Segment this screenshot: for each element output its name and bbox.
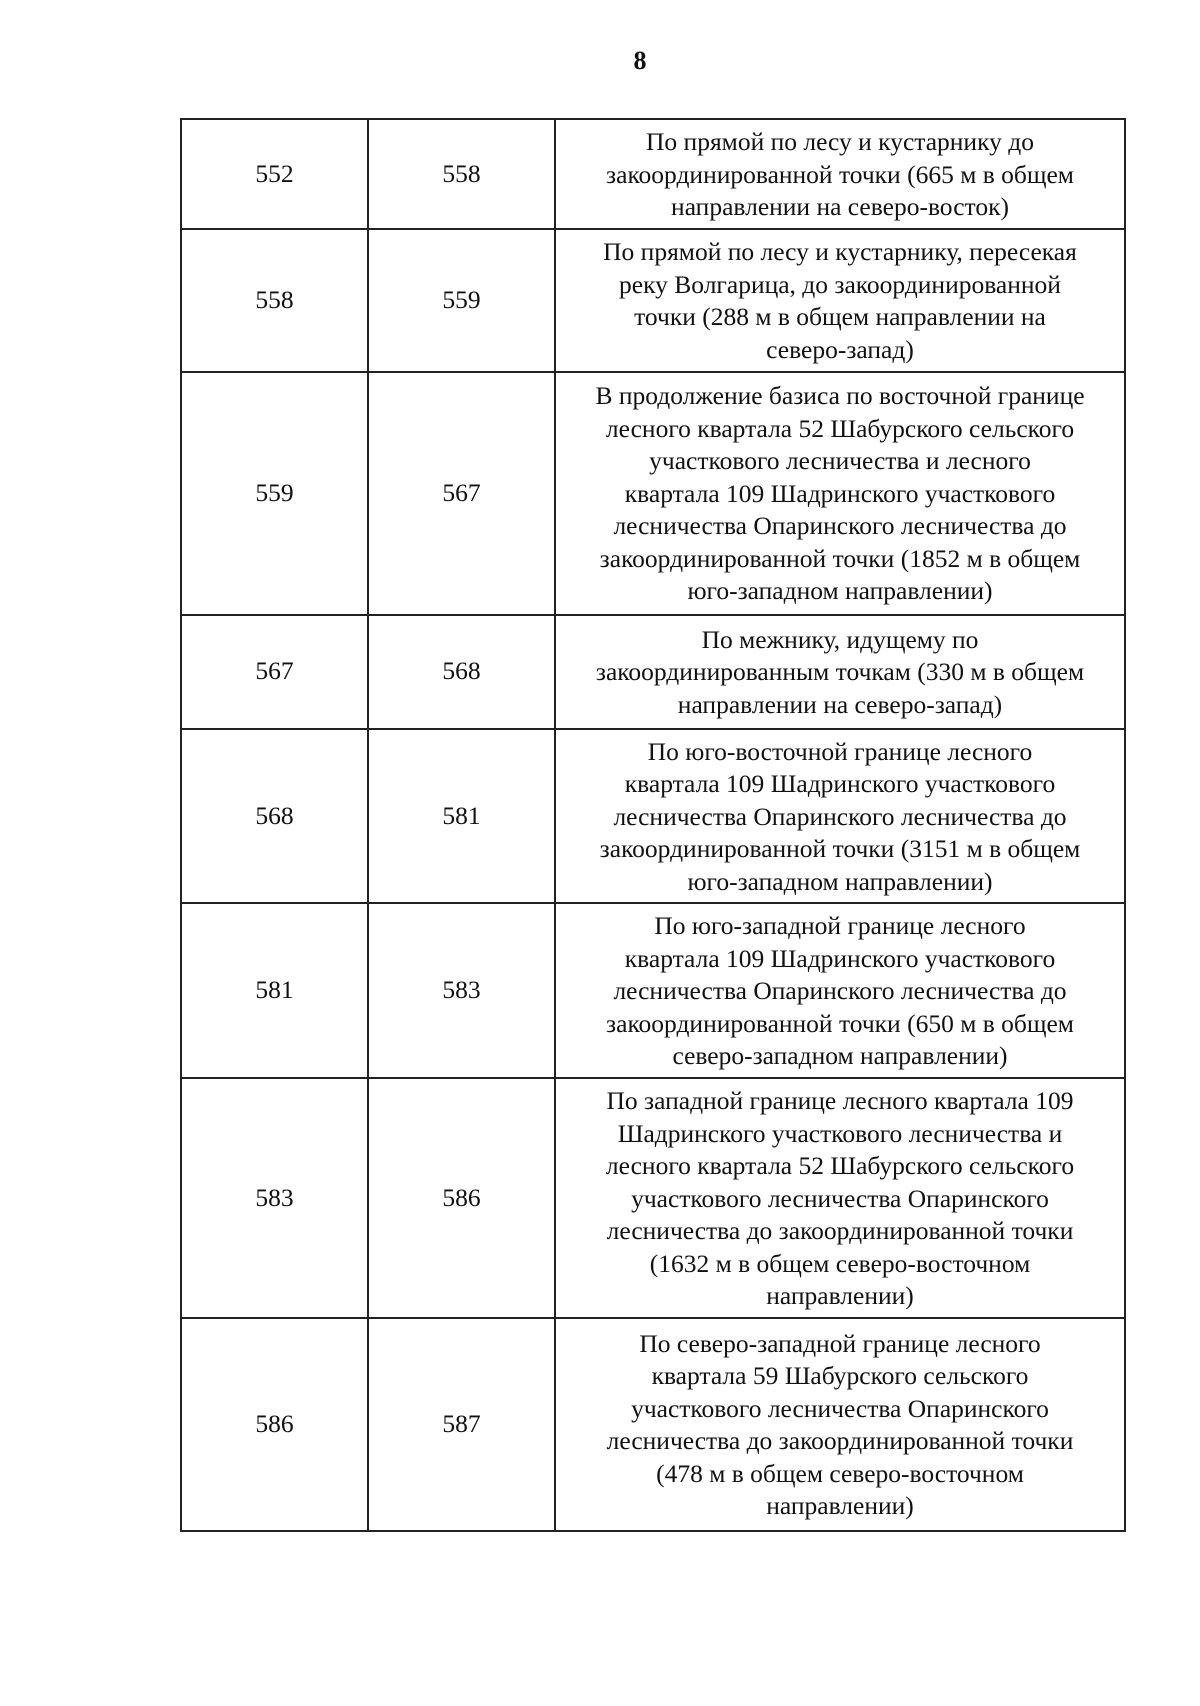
segment-description-text: По юго-восточной границе лесного квартала 109 Шадринского участкового лесничества Опаринского лесничества до закоординированной точки (3151 м в общем юго-западном направлении) [599,736,1081,896]
point-from-cell: 558 [181,229,368,372]
point-from-cell: 581 [181,903,368,1078]
segment-description-cell [555,729,1125,904]
segment-description-cell [555,903,1125,1078]
point-to-cell: 568 [368,615,555,729]
point-to-cell: 559 [368,229,555,372]
segment-description-text: По северо-западной границе лесного квартала 59 Шабурского сельского участкового лесничества Опаринского лесничества до закоординированной точки (478 м в общем северо-восточном направлении) [606,1328,1074,1520]
point-from-cell: 567 [181,615,368,729]
table-body [181,119,1125,1531]
segment-description-cell [555,119,1125,229]
table-row [181,372,1125,615]
segment-description-text: По межнику, идущему по закоординированным точкам (330 м в общем направлении на северо-запад) [595,624,1085,719]
boundary-description-table [180,118,1126,1532]
table-row [181,903,1125,1078]
segment-description-cell [555,1078,1125,1318]
point-from-cell: 552 [181,119,368,229]
segment-description-cell [555,615,1125,729]
segment-description-text: По западной границе лесного квартала 109 Шадринского участкового лесничества и лесного квартала 52 Шабурского сельского участкового лесничества Опаринского лесничества до закоординированной точки (1632 м в общем северо-восточном направлении) [605,1086,1075,1310]
table-row [181,119,1125,229]
segment-description-cell [555,1318,1125,1531]
table-row [181,615,1125,729]
segment-description-text: В продолжение базиса по восточной границе лесного квартала 52 Шабурского сельского участкового лесничества и лесного квартала 109 Шадринского участкового лесничества Опаринского лесничества до закоординированной точки (1852 м в общем юго-западном направлении) [595,381,1085,606]
point-to-cell: 558 [368,119,555,229]
point-from-cell: 559 [181,372,368,615]
table-row [181,729,1125,904]
point-to-cell: 587 [368,1318,555,1531]
table-row [181,1078,1125,1318]
point-from-cell: 583 [181,1078,368,1318]
point-to-cell: 583 [368,903,555,1078]
table-row [181,229,1125,372]
table-row [181,1318,1125,1531]
point-to-cell: 581 [368,729,555,904]
segment-description-cell [555,229,1125,372]
segment-description-text: По прямой по лесу и кустарнику, пересекая реку Волгарица, до закоординированной точки (288 м в общем направлении на северо-запад) [603,237,1077,364]
segment-description-cell [555,372,1125,615]
page-number: 8 [633,46,647,75]
point-to-cell: 586 [368,1078,555,1318]
segment-description-text: По юго-западной границе лесного квартала 109 Шадринского участкового лесничества Опаринского лесничества до закоординированной точки (650 м в общем северо-западном направлении) [606,911,1074,1071]
point-from-cell: 568 [181,729,368,904]
point-to-cell: 567 [368,372,555,615]
point-from-cell: 586 [181,1318,368,1531]
segment-description-text: По прямой по лесу и кустарнику до закоординированной точки (665 м в общем направлении на северо-восток) [606,127,1074,221]
